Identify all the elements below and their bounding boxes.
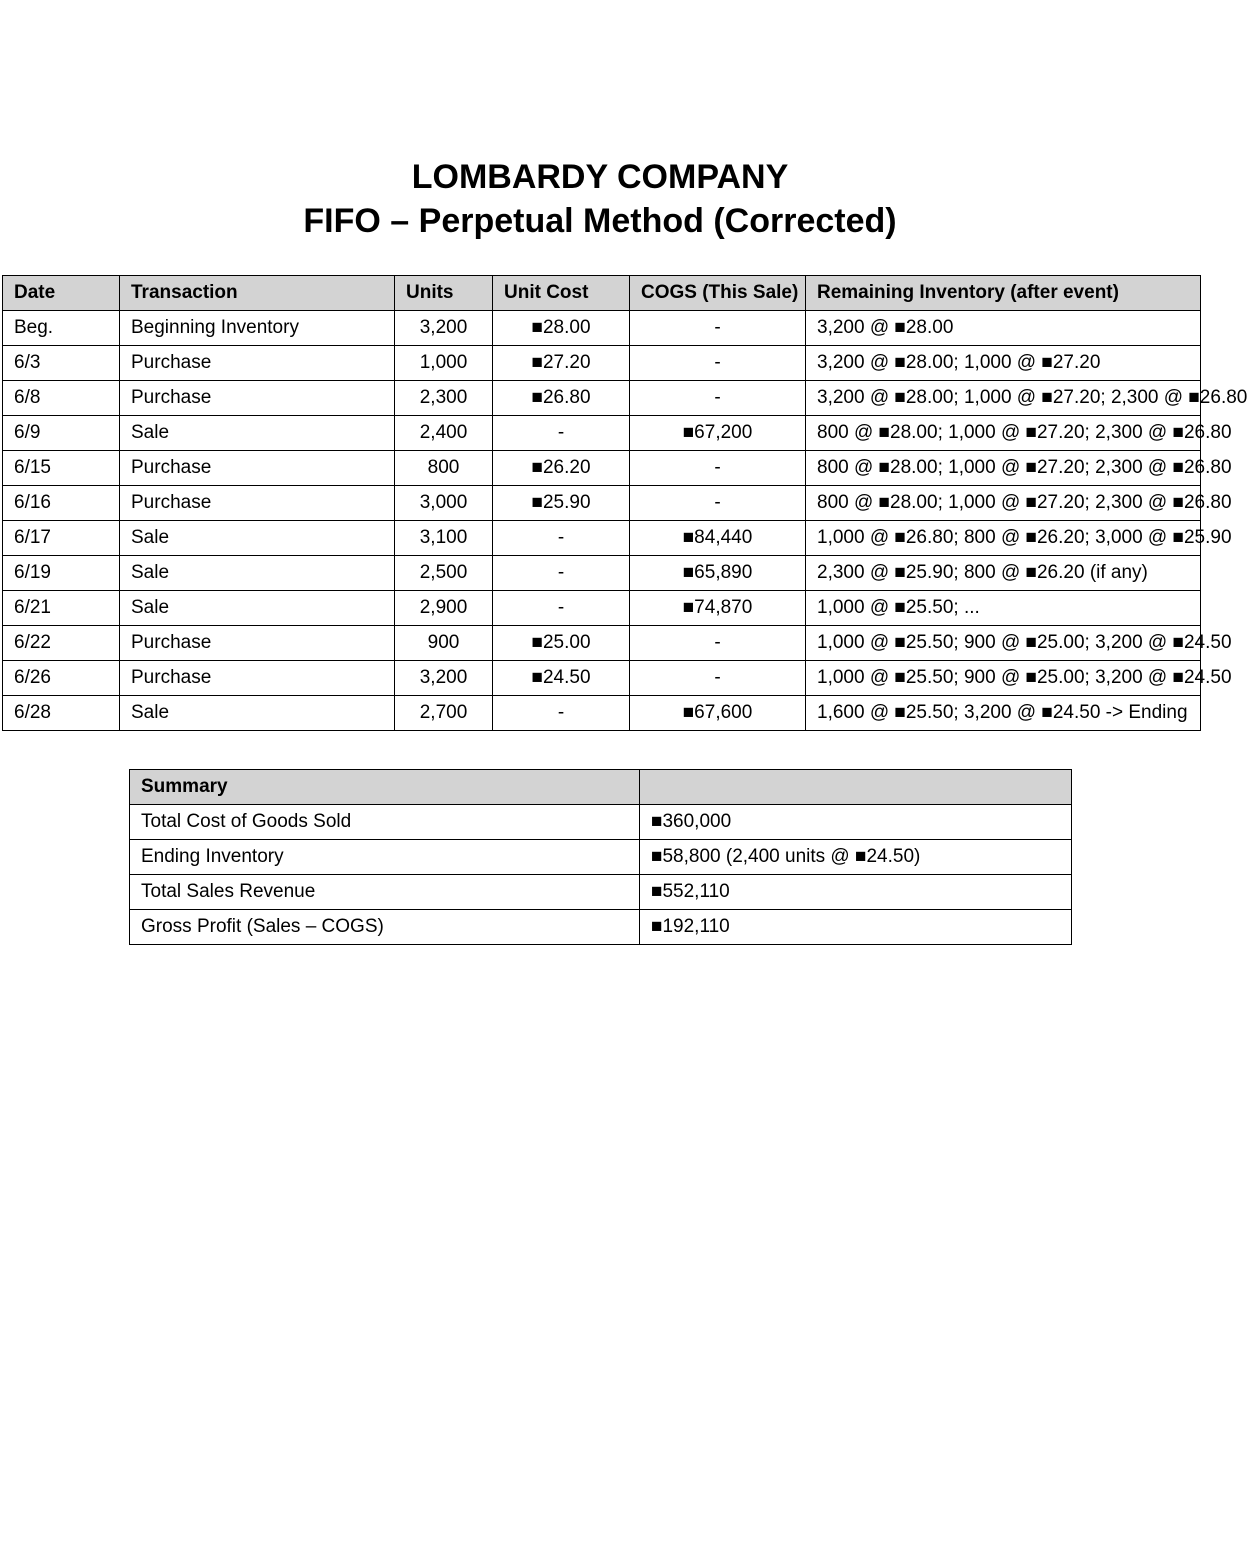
column-header-cogs: COGS (This Sale) [630, 276, 806, 311]
cogs-cell: - [630, 451, 806, 486]
document-header [0, 155, 1200, 243]
unit-cost-cell: ■25.00 [493, 626, 630, 661]
cogs-cell: ■67,600 [630, 696, 806, 731]
unit-cost-cell: ■28.00 [493, 311, 630, 346]
summary-label: Total Sales Revenue [130, 875, 640, 910]
cogs-cell: - [630, 311, 806, 346]
units-cell: 2,900 [395, 591, 493, 626]
table-row [3, 626, 1201, 661]
units-cell: 2,300 [395, 381, 493, 416]
summary-table [129, 769, 1072, 945]
transaction-cell: Purchase [120, 661, 395, 696]
date-cell: 6/3 [3, 346, 120, 381]
units-cell: 2,700 [395, 696, 493, 731]
remaining-inventory-cell: 800 @ ■28.00; 1,000 @ ■27.20; 2,300 @ ■26.80 [806, 416, 1201, 451]
date-cell: 6/21 [3, 591, 120, 626]
date-cell: 6/22 [3, 626, 120, 661]
remaining-inventory-cell: 3,200 @ ■28.00 [806, 311, 1201, 346]
column-header-date: Date [3, 276, 120, 311]
summary-row [130, 805, 1072, 840]
report-subtitle: FIFO – Perpetual Method (Corrected) [303, 202, 897, 240]
unit-cost-cell: - [493, 416, 630, 451]
summary-header-row [130, 770, 1072, 805]
date-cell: 6/15 [3, 451, 120, 486]
date-cell: 6/19 [3, 556, 120, 591]
unit-cost-cell: - [493, 696, 630, 731]
cogs-cell: ■67,200 [630, 416, 806, 451]
transaction-cell: Purchase [120, 486, 395, 521]
summary-row [130, 875, 1072, 910]
date-cell: 6/16 [3, 486, 120, 521]
cogs-cell: ■84,440 [630, 521, 806, 556]
cogs-cell: ■74,870 [630, 591, 806, 626]
table-row [3, 661, 1201, 696]
transaction-cell: Purchase [120, 451, 395, 486]
unit-cost-cell: ■25.90 [493, 486, 630, 521]
column-header-transaction: Transaction [120, 276, 395, 311]
remaining-inventory-cell: 3,200 @ ■28.00; 1,000 @ ■27.20; 2,300 @ ■26.80 [806, 381, 1201, 416]
transaction-cell: Sale [120, 696, 395, 731]
table-row [3, 521, 1201, 556]
unit-cost-cell: ■26.80 [493, 381, 630, 416]
unit-cost-cell: ■26.20 [493, 451, 630, 486]
remaining-inventory-cell: 800 @ ■28.00; 1,000 @ ■27.20; 2,300 @ ■26.80 [806, 486, 1201, 521]
table-header-row [3, 276, 1201, 311]
remaining-inventory-cell: 1,000 @ ■25.50; 900 @ ■25.00; 3,200 @ ■24.50 [806, 661, 1201, 696]
summary-header-value [640, 770, 1072, 805]
remaining-inventory-cell: 1,000 @ ■26.80; 800 @ ■26.20; 3,000 @ ■25.90 [806, 521, 1201, 556]
cogs-cell: - [630, 346, 806, 381]
unit-cost-cell: - [493, 556, 630, 591]
units-cell: 3,200 [395, 661, 493, 696]
remaining-inventory-cell: 1,000 @ ■25.50; ... [806, 591, 1201, 626]
transaction-cell: Purchase [120, 381, 395, 416]
table-row [3, 346, 1201, 381]
summary-header: Summary [130, 770, 640, 805]
table-row [3, 556, 1201, 591]
date-cell: 6/17 [3, 521, 120, 556]
unit-cost-cell: ■27.20 [493, 346, 630, 381]
cogs-cell: ■65,890 [630, 556, 806, 591]
column-header-remaining-inventory: Remaining Inventory (after event) [806, 276, 1201, 311]
summary-label: Ending Inventory [130, 840, 640, 875]
table-row [3, 416, 1201, 451]
summary-label: Gross Profit (Sales – COGS) [130, 910, 640, 945]
summary-value: ■360,000 [640, 805, 1072, 840]
units-cell: 3,100 [395, 521, 493, 556]
summary-row [130, 910, 1072, 945]
summary-value: ■192,110 [640, 910, 1072, 945]
cogs-cell: - [630, 626, 806, 661]
cogs-cell: - [630, 661, 806, 696]
remaining-inventory-cell: 1,000 @ ■25.50; 900 @ ■25.00; 3,200 @ ■24.50 [806, 626, 1201, 661]
summary-value: ■58,800 (2,400 units @ ■24.50) [640, 840, 1072, 875]
table-row [3, 311, 1201, 346]
date-cell: 6/26 [3, 661, 120, 696]
cogs-cell: - [630, 381, 806, 416]
summary-label: Total Cost of Goods Sold [130, 805, 640, 840]
date-cell: Beg. [3, 311, 120, 346]
summary-row [130, 840, 1072, 875]
table-row [3, 451, 1201, 486]
units-cell: 3,200 [395, 311, 493, 346]
unit-cost-cell: - [493, 521, 630, 556]
column-header-unit-cost: Unit Cost [493, 276, 630, 311]
remaining-inventory-cell: 2,300 @ ■25.90; 800 @ ■26.20 (if any) [806, 556, 1201, 591]
table-row [3, 696, 1201, 731]
date-cell: 6/8 [3, 381, 120, 416]
transaction-cell: Purchase [120, 626, 395, 661]
transaction-cell: Sale [120, 556, 395, 591]
summary-value: ■552,110 [640, 875, 1072, 910]
units-cell: 800 [395, 451, 493, 486]
company-title: LOMBARDY COMPANY [411, 158, 789, 196]
remaining-inventory-cell: 1,600 @ ■25.50; 3,200 @ ■24.50 -> Ending [806, 696, 1201, 731]
fifo-transactions-table [2, 275, 1247, 731]
units-cell: 3,000 [395, 486, 493, 521]
units-cell: 2,400 [395, 416, 493, 451]
date-cell: 6/9 [3, 416, 120, 451]
units-cell: 1,000 [395, 346, 493, 381]
transaction-cell: Beginning Inventory [120, 311, 395, 346]
units-cell: 2,500 [395, 556, 493, 591]
transaction-cell: Sale [120, 591, 395, 626]
unit-cost-cell: ■24.50 [493, 661, 630, 696]
cogs-cell: - [630, 486, 806, 521]
transaction-cell: Purchase [120, 346, 395, 381]
column-header-units: Units [395, 276, 493, 311]
remaining-inventory-cell: 3,200 @ ■28.00; 1,000 @ ■27.20 [806, 346, 1201, 381]
table-row [3, 591, 1201, 626]
unit-cost-cell: - [493, 591, 630, 626]
transaction-cell: Sale [120, 521, 395, 556]
units-cell: 900 [395, 626, 493, 661]
date-cell: 6/28 [3, 696, 120, 731]
table-row [3, 381, 1201, 416]
table-row [3, 486, 1201, 521]
remaining-inventory-cell: 800 @ ■28.00; 1,000 @ ■27.20; 2,300 @ ■26.80 [806, 451, 1201, 486]
transaction-cell: Sale [120, 416, 395, 451]
